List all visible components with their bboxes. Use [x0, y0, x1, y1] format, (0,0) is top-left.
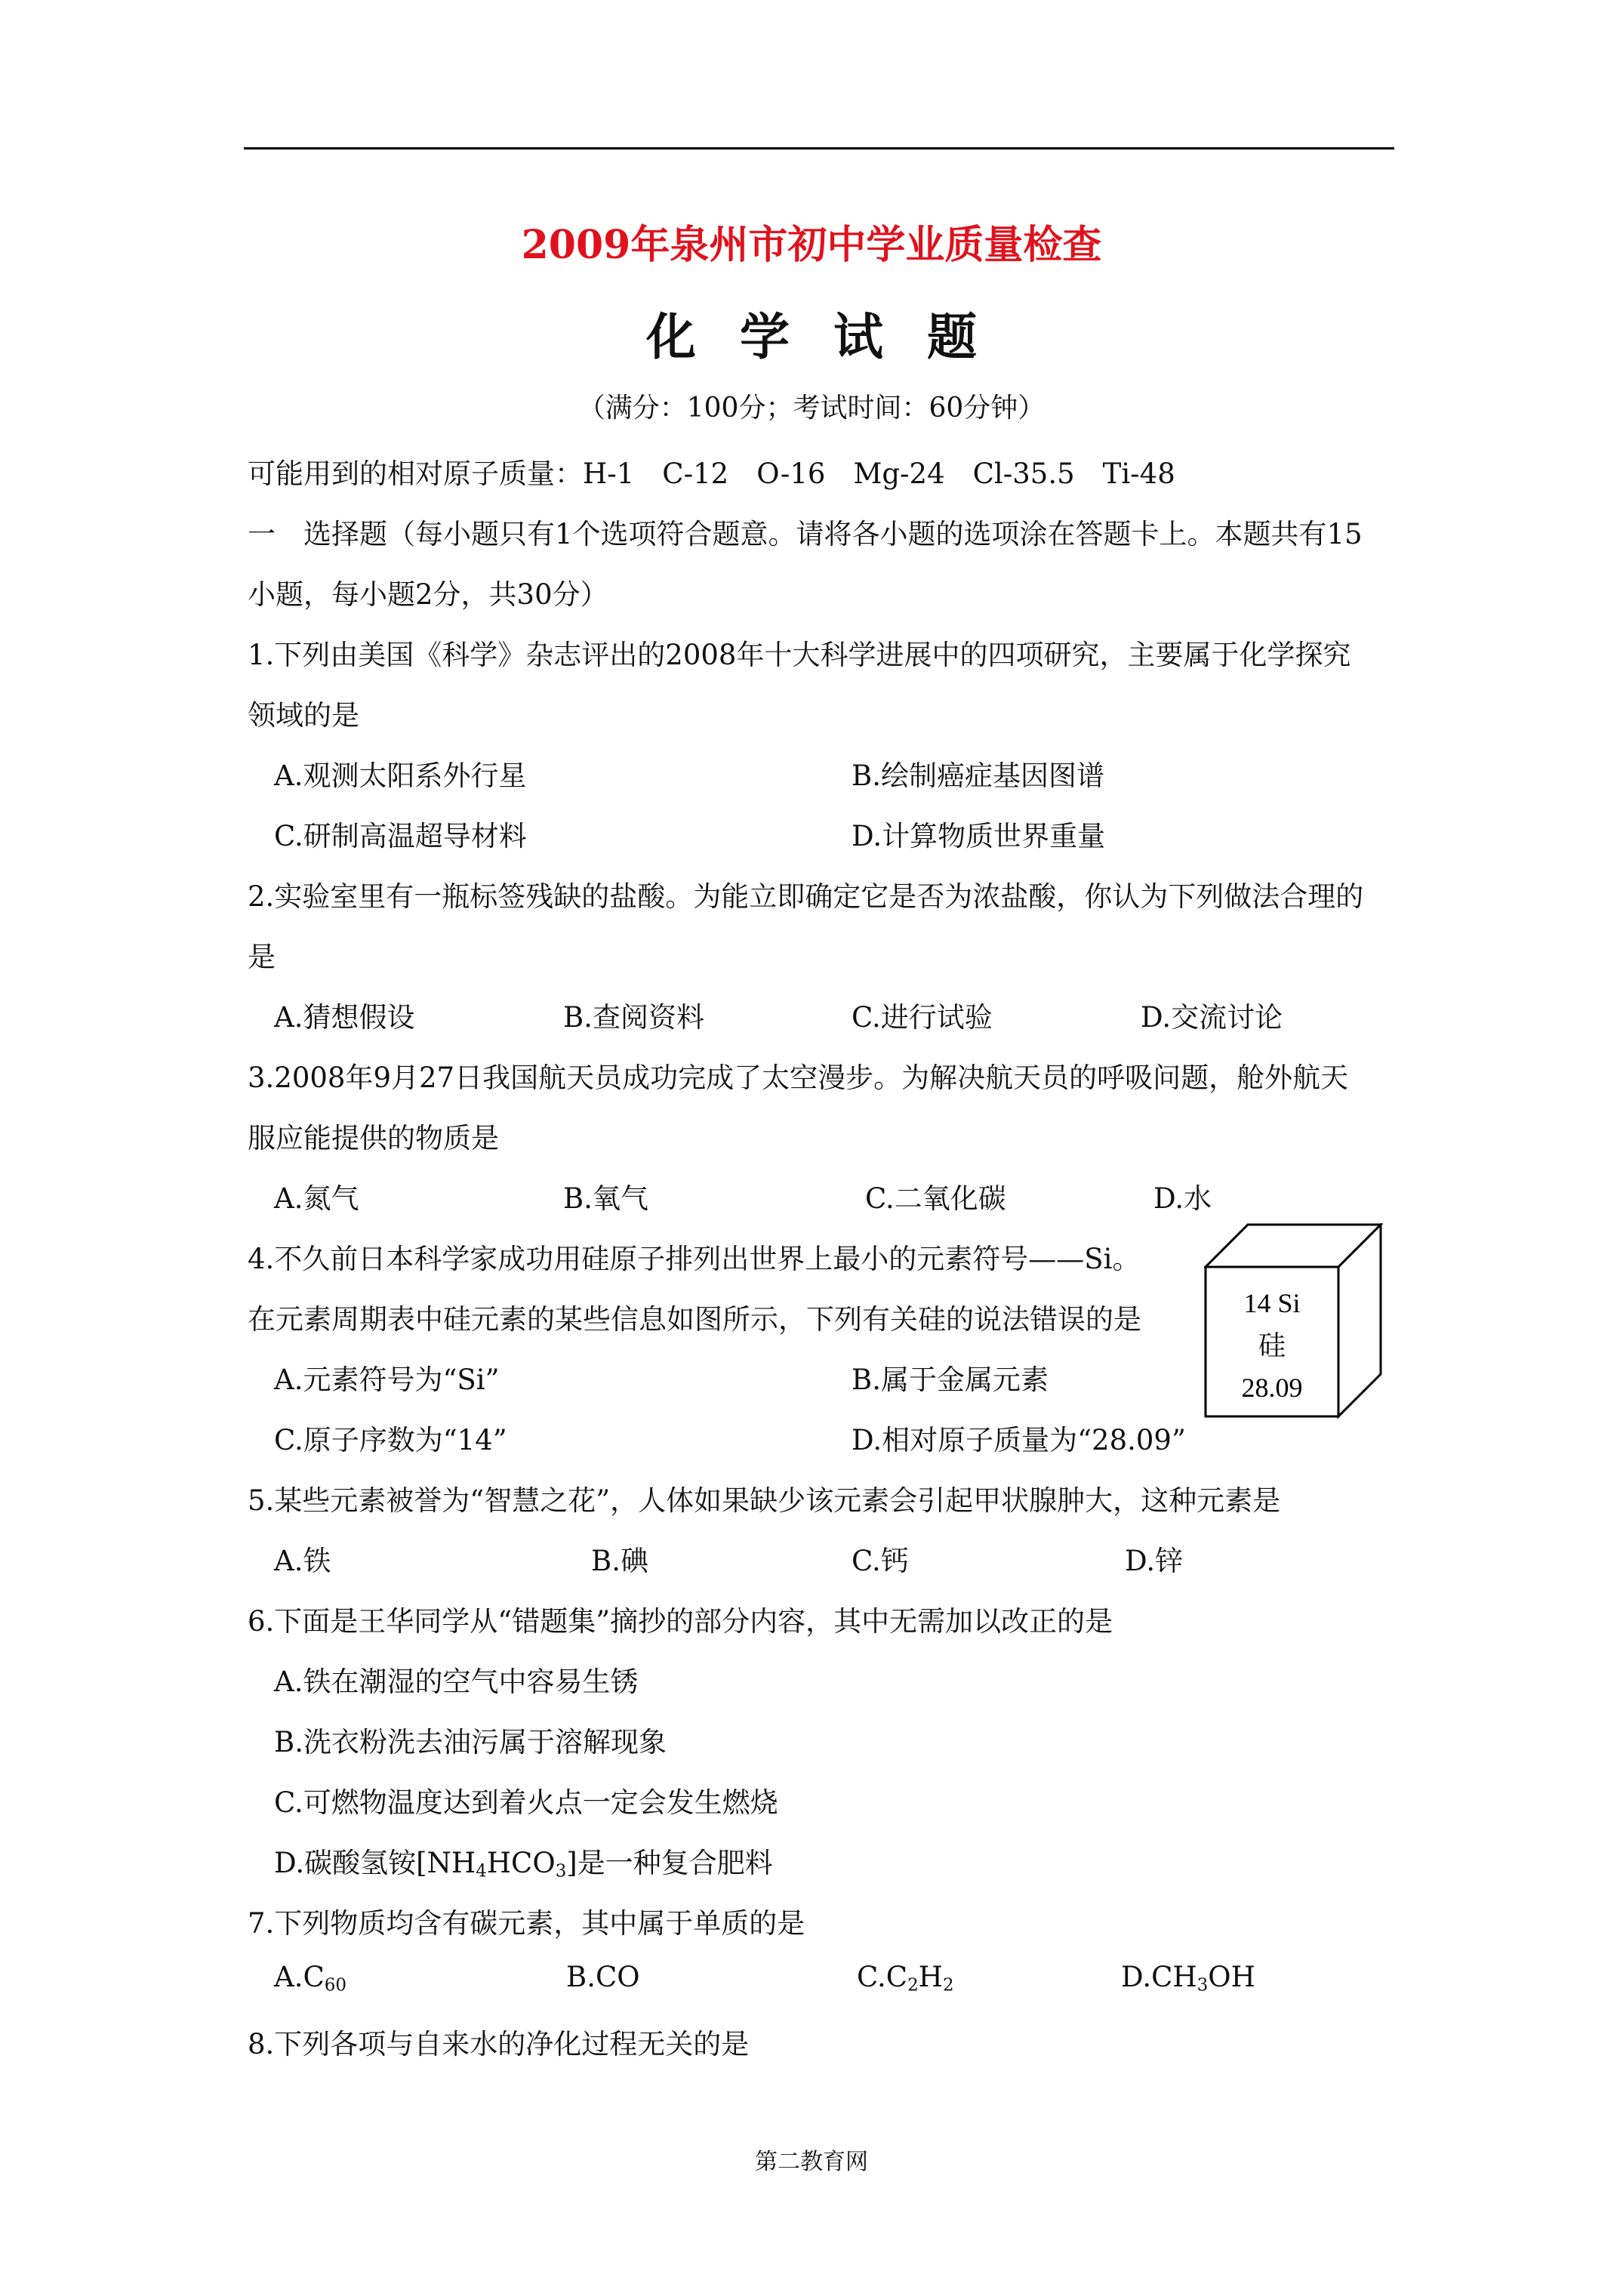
- q5-stem-line1: 5.某些元素被誉为“智慧之花”，人体如果缺少该元素会引起甲状腺肿大，这种元素是: [248, 1484, 1281, 1517]
- q3-option-c: C.二氧化碳: [865, 1182, 1006, 1215]
- element-number-symbol: 14 Si: [1243, 1288, 1301, 1318]
- q2-option-c: C.进行试验: [852, 1001, 993, 1034]
- exam-subtitle: 化学试题: [646, 307, 1021, 366]
- q5-option-a: A.铁: [274, 1545, 331, 1577]
- q5-option-b: B.碘: [591, 1545, 648, 1577]
- q3-option-a: A.氮气: [274, 1182, 359, 1215]
- q2-option-d: D.交流讨论: [1141, 1001, 1283, 1034]
- exam-meta: （满分：100分；考试时间：60分钟）: [577, 393, 1046, 424]
- q3-stem-line1: 3.2008年9月27日我国航天员成功完成了太空漫步。为解决航天员的呼吸问题，舱外航天: [248, 1062, 1349, 1094]
- q7-stem-line1: 7.下列物质均含有碳元素，其中属于单质的是: [248, 1907, 805, 1940]
- q1-option-c: C.研制高温超导材料: [274, 820, 527, 852]
- q3-option-b: B.氧气: [563, 1182, 648, 1215]
- element-cube-drawing: [1204, 1223, 1393, 1419]
- q1-option-d: D.计算物质世界重量: [852, 820, 1106, 852]
- q7-option-d: $D.CH_3OH$: [1121, 1961, 1255, 1996]
- q7-option-b: B.CO: [566, 1961, 640, 1993]
- q2-option-b: B.查阅资料: [563, 1001, 704, 1034]
- q4-option-d: D.相对原子质量为“28.09”: [852, 1424, 1186, 1456]
- q7-option-c: $C.C_2H_2$: [857, 1961, 954, 1996]
- q6-option-b: B.洗衣粉洗去油污属于溶解现象: [274, 1726, 667, 1758]
- q2-option-a: A.猜想假设: [274, 1001, 415, 1034]
- silicon-element-tile: [1204, 1223, 1393, 1422]
- q7-option-a: $A.C_{60}$: [274, 1961, 346, 1996]
- q2-stem-line2: 是: [248, 941, 276, 973]
- q4-stem-line2: 在元素周期表中硅元素的某些信息如图所示，下列有关硅的说法错误的是: [248, 1303, 1141, 1336]
- q4-option-c: C.原子序数为“14”: [274, 1424, 507, 1456]
- q1-stem-line1: 1.下列由美国《科学》杂志评出的2008年十大科学进展中的四项研究，主要属于化学探究: [248, 639, 1351, 671]
- q6-stem-line1: 6.下面是王华同学从“错题集”摘抄的部分内容，其中无需加以改正的是: [248, 1605, 1113, 1638]
- q4-option-a: A.元素符号为“Si”: [274, 1364, 500, 1396]
- q3-option-d: D.水: [1153, 1182, 1212, 1215]
- q4-stem-line1: 4.不久前日本科学家成功用硅原子排列出世界上最小的元素符号——Si。: [248, 1243, 1141, 1275]
- q5-option-d: D.锌: [1125, 1545, 1184, 1577]
- q3-stem-line2: 服应能提供的物质是: [248, 1122, 499, 1154]
- exam-title: 2009年泉州市初中学业质量检查: [521, 222, 1102, 268]
- q4-option-b: B.属于金属元素: [852, 1364, 1049, 1396]
- q1-option-a: A.观测太阳系外行星: [274, 760, 527, 792]
- q5-option-c: C.钙: [852, 1545, 909, 1577]
- q6-option-c: C.可燃物温度达到着火点一定会发生燃烧: [274, 1786, 778, 1819]
- q8-stem-line1: 8.下列各项与自来水的净化过程无关的是: [248, 2028, 750, 2060]
- q1-option-b: B.绘制癌症基因图谱: [852, 760, 1104, 792]
- element-mass: 28.09: [1241, 1373, 1303, 1403]
- q2-stem-line1: 2.实验室里有一瓶标签残缺的盐酸。为能立即确定它是否为浓盐酸，你认为下列做法合理的: [248, 880, 1364, 913]
- q6-option-a: A.铁在潮湿的空气中容易生锈: [274, 1666, 639, 1698]
- header-rule: [244, 147, 1394, 149]
- page-footer: 第二教育网: [755, 2149, 868, 2175]
- section1-instructions-line2: 小题，每小题2分，共30分）: [248, 578, 608, 611]
- q1-stem-line2: 领域的是: [248, 699, 359, 732]
- element-name: 硅: [1258, 1330, 1286, 1361]
- section1-instructions-line1: 一 选择题（每小题只有1个选项符合题意。请将各小题的选项涂在答题卡上。本题共有15: [248, 518, 1363, 550]
- atomic-masses: 可能用到的相对原子质量：H-1 C-12 O-16 Mg-24 Cl-35.5 Ti-48: [248, 458, 1175, 490]
- q6-option-d: D.碳酸氢铵$[NH_4HCO_3]$是一种复合肥料: [274, 1847, 773, 1881]
